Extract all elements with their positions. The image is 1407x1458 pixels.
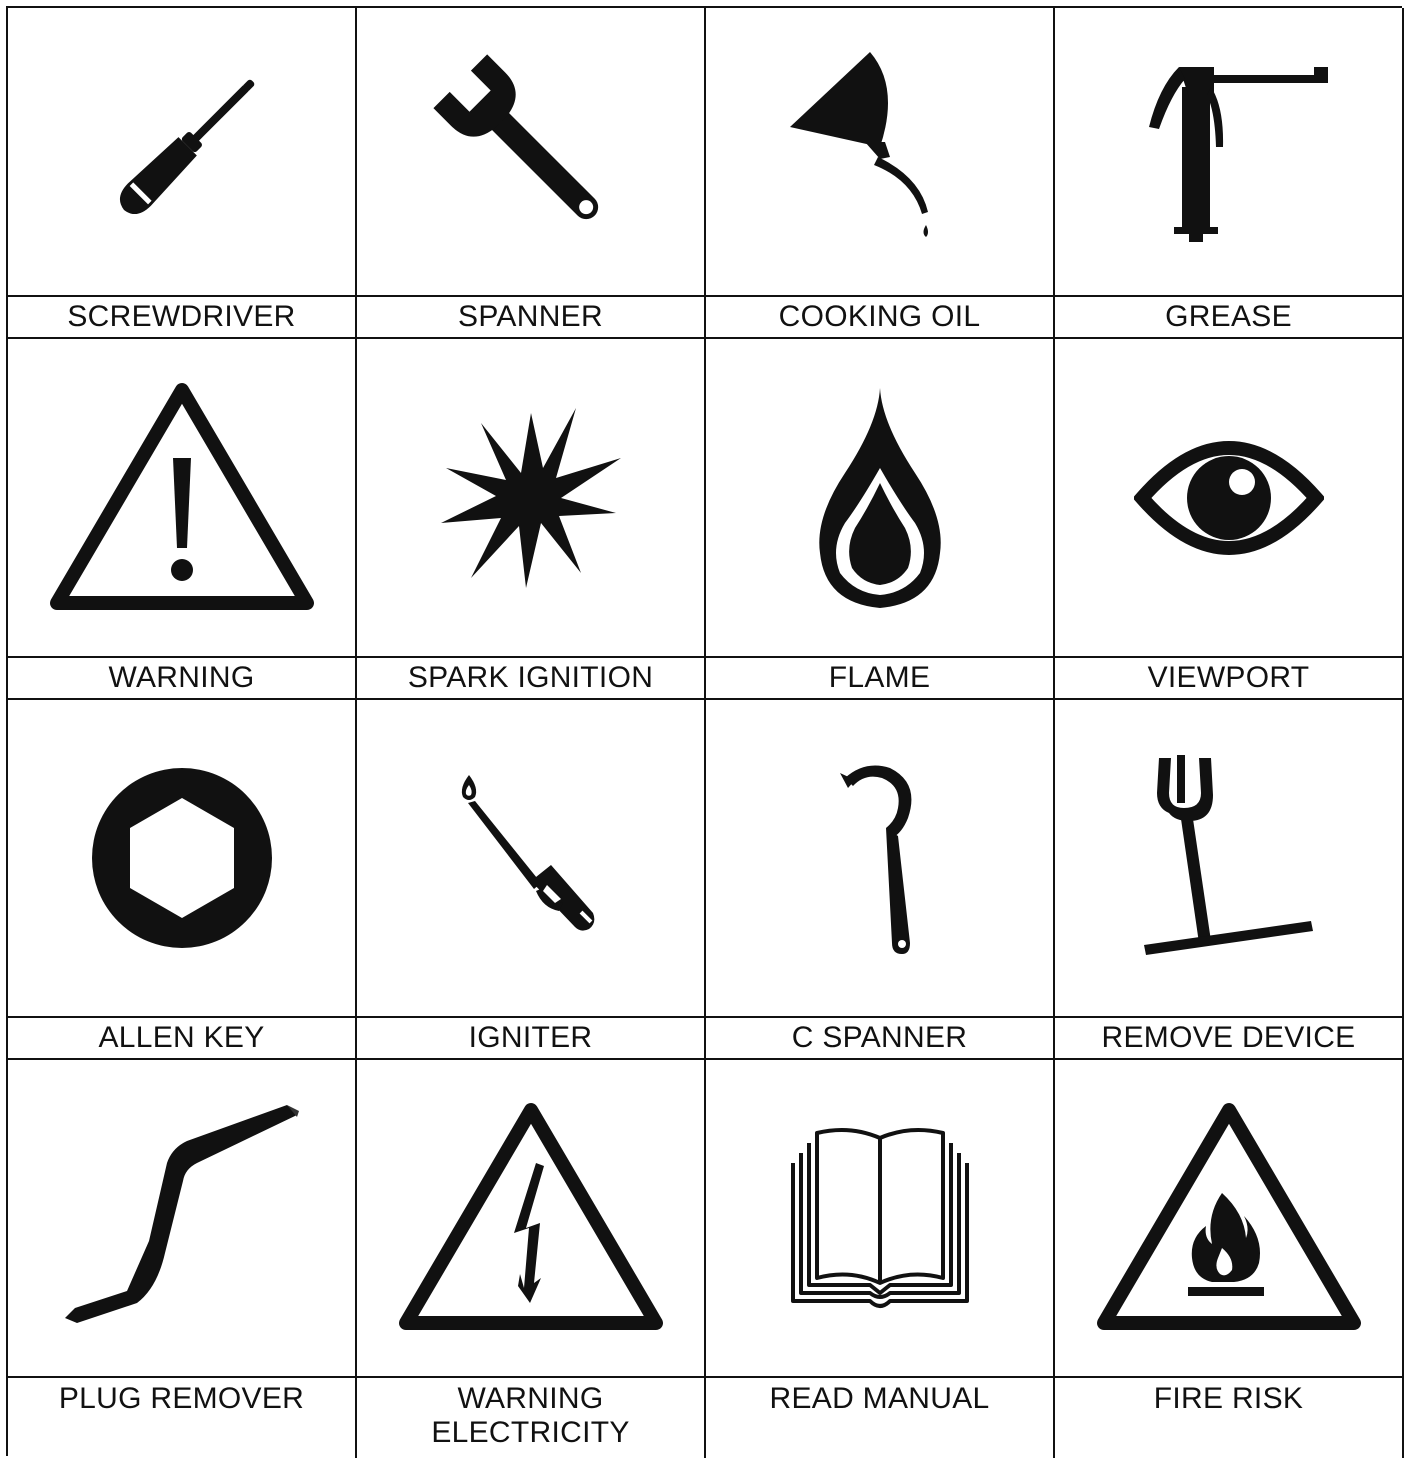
symbol-label: C SPANNER xyxy=(706,1018,1055,1060)
symbol-label: SCREWDRIVER xyxy=(8,297,357,339)
symbol-label: ALLEN KEY xyxy=(8,1018,357,1060)
symbol-label: GREASE xyxy=(1055,297,1404,339)
symbol-label-multiline xyxy=(357,1378,706,1458)
cooking-oil-cell xyxy=(706,8,1055,297)
plug-remover-icon xyxy=(57,1103,307,1333)
spark-icon xyxy=(431,398,631,598)
electricity-warning-icon xyxy=(396,1098,666,1338)
symbol-label: REMOVE DEVICE xyxy=(1055,1018,1404,1060)
spanner-cell xyxy=(357,8,706,297)
symbol-label: COOKING OIL xyxy=(706,297,1055,339)
symbol-label: WARNING xyxy=(8,658,357,700)
warning-cell xyxy=(8,339,357,658)
symbol-label: FIRE RISK xyxy=(1055,1378,1404,1458)
fire-risk-cell xyxy=(1055,1060,1404,1378)
remove-device-icon xyxy=(1139,753,1319,963)
symbol-label: FLAME xyxy=(706,658,1055,700)
c-spanner-icon xyxy=(820,758,940,958)
hex-socket-icon xyxy=(87,763,277,953)
igniter-icon xyxy=(451,773,611,943)
c-spanner-cell xyxy=(706,700,1055,1018)
read-manual-cell xyxy=(706,1060,1055,1378)
manual-book-icon xyxy=(785,1123,975,1313)
symbol-label-line: WARNING xyxy=(457,1382,604,1415)
oil-can-icon xyxy=(780,47,980,257)
symbol-label: READ MANUAL xyxy=(706,1378,1055,1458)
screwdriver-cell xyxy=(8,8,357,297)
fire-risk-icon xyxy=(1094,1098,1364,1338)
igniter-cell xyxy=(357,700,706,1018)
remove-device-cell xyxy=(1055,700,1404,1018)
symbol-label: SPARK IGNITION xyxy=(357,658,706,700)
eye-icon xyxy=(1134,428,1324,568)
grease-cell xyxy=(1055,8,1404,297)
spanner-icon xyxy=(421,42,641,262)
warning-electricity-cell xyxy=(357,1060,706,1378)
symbol-label-line: ELECTRICITY xyxy=(431,1416,630,1449)
warning-icon xyxy=(47,378,317,618)
symbol-label: PLUG REMOVER xyxy=(8,1378,357,1458)
grease-gun-icon xyxy=(1119,57,1339,247)
screwdriver-icon xyxy=(82,52,282,252)
flame-icon xyxy=(800,383,960,613)
spark-ignition-cell xyxy=(357,339,706,658)
symbol-label: SPANNER xyxy=(357,297,706,339)
symbol-label: IGNITER xyxy=(357,1018,706,1060)
flame-cell xyxy=(706,339,1055,658)
allen-key-cell xyxy=(8,700,357,1018)
symbol-label: VIEWPORT xyxy=(1055,658,1404,700)
viewport-cell xyxy=(1055,339,1404,658)
symbol-legend-grid xyxy=(6,6,1402,1456)
plug-remover-cell xyxy=(8,1060,357,1378)
